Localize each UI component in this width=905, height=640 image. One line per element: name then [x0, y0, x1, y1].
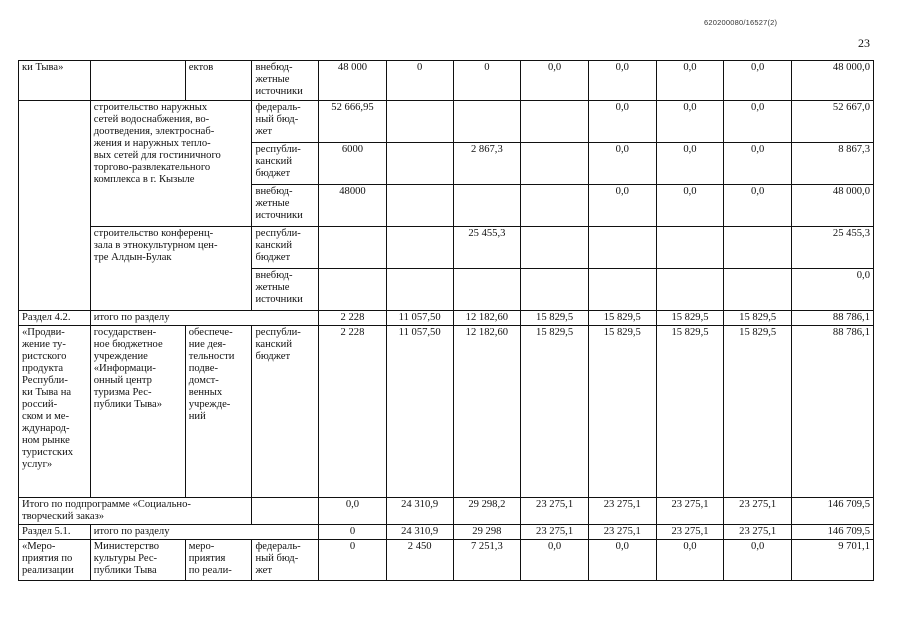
value-cell: 15 829,5	[521, 326, 589, 498]
value-cell	[724, 227, 792, 269]
source-cell: республи- канский бюджет	[252, 326, 319, 498]
value-cell	[656, 227, 724, 269]
value-cell: 15 829,5	[521, 311, 589, 326]
value-cell: 7 251,3	[453, 540, 521, 581]
value-cell: 2 450	[386, 540, 453, 581]
value-cell: 23 275,1	[656, 525, 724, 540]
value-cell: 15 829,5	[724, 311, 792, 326]
value-cell: 15 829,5	[724, 326, 792, 498]
value-cell: 12 182,60	[453, 311, 521, 326]
value-cell: 24 310,9	[386, 525, 453, 540]
value-cell	[386, 101, 453, 143]
total-cell: 88 786,1	[792, 311, 874, 326]
value-cell	[656, 269, 724, 311]
executor-cell: государствен- ное бюджетное учреждение «Информаци- онный центр туризма Рес- публики Тыва»	[90, 326, 185, 498]
value-cell: 0,0	[724, 540, 792, 581]
value-cell: 11 057,50	[386, 326, 453, 498]
source-cell: республи- канский бюджет	[252, 143, 319, 185]
value-cell	[386, 185, 453, 227]
table-row	[19, 311, 874, 326]
total-cell: 0,0	[792, 269, 874, 311]
program-cell	[19, 101, 91, 311]
total-cell: 88 786,1	[792, 326, 874, 498]
table-row	[19, 227, 874, 269]
value-cell	[453, 101, 521, 143]
value-cell	[453, 269, 521, 311]
total-cell: 8 867,3	[792, 143, 874, 185]
value-cell: 0	[319, 540, 387, 581]
value-cell: 2 228	[319, 326, 387, 498]
total-cell: 9 701,1	[792, 540, 874, 581]
value-cell: 0	[453, 61, 521, 101]
value-cell: 11 057,50	[386, 311, 453, 326]
activity-cell: обеспече- ние дея- тельности подве- домст- венных учрежде- ний	[185, 326, 252, 498]
value-cell	[453, 185, 521, 227]
source-cell	[252, 498, 319, 525]
table-row	[19, 540, 874, 581]
measure-cell: строительство наружных сетей водоснабжения, во- доотведения, электроснаб- жения и наружных тепло- вых сетей для гостиничного торгово-развлекательного комплекса в г. Кызыле	[90, 101, 252, 227]
subprogram-total-label: Итого по подпрограмме «Социально- творческий заказ»	[19, 498, 252, 525]
value-cell	[521, 269, 589, 311]
value-cell: 12 182,60	[453, 326, 521, 498]
value-cell: 0,0	[724, 61, 792, 101]
source-cell: внебюд- жетные источники	[252, 269, 319, 311]
value-cell: 0,0	[521, 61, 589, 101]
value-cell: 23 275,1	[588, 498, 656, 525]
value-cell	[588, 269, 656, 311]
value-cell: 29 298	[453, 525, 521, 540]
total-cell: 48 000,0	[792, 185, 874, 227]
value-cell: 0,0	[656, 101, 724, 143]
value-cell: 0,0	[656, 61, 724, 101]
value-cell	[386, 143, 453, 185]
table-row	[19, 326, 874, 498]
value-cell: 23 275,1	[521, 498, 589, 525]
value-cell: 48000	[319, 185, 387, 227]
table-row	[19, 525, 874, 540]
value-cell: 23 275,1	[724, 525, 792, 540]
program-cell: ки Тыва»	[19, 61, 91, 101]
value-cell: 0,0	[588, 61, 656, 101]
value-cell: 23 275,1	[588, 525, 656, 540]
value-cell: 0,0	[724, 185, 792, 227]
source-cell: федераль- ный бюд- жет	[252, 540, 319, 581]
value-cell: 0,0	[656, 143, 724, 185]
table-row	[19, 61, 874, 101]
value-cell	[521, 185, 589, 227]
source-cell: федераль- ный бюд- жет	[252, 101, 319, 143]
executor-cell	[90, 61, 185, 101]
value-cell: 0,0	[724, 143, 792, 185]
value-cell: 0,0	[521, 540, 589, 581]
total-cell: 146 709,5	[792, 525, 874, 540]
budget-table	[18, 60, 874, 581]
value-cell	[588, 227, 656, 269]
value-cell	[386, 227, 453, 269]
total-cell: 48 000,0	[792, 61, 874, 101]
value-cell: 25 455,3	[453, 227, 521, 269]
section-label: Раздел 4.2.	[19, 311, 91, 326]
value-cell: 0,0	[724, 101, 792, 143]
value-cell: 48 000	[319, 61, 387, 101]
total-cell: 52 667,0	[792, 101, 874, 143]
value-cell: 29 298,2	[453, 498, 521, 525]
value-cell	[521, 143, 589, 185]
value-cell: 0,0	[319, 498, 387, 525]
value-cell: 2 867,3	[453, 143, 521, 185]
total-cell: 146 709,5	[792, 498, 874, 525]
document-id: 620200080/16527(2)	[704, 18, 778, 27]
value-cell: 15 829,5	[656, 311, 724, 326]
measure-cell: строительство конференц- зала в этнокультурном цен- тре Алдын-Булак	[90, 227, 252, 311]
table-row	[19, 101, 874, 143]
value-cell: 0,0	[588, 185, 656, 227]
value-cell: 15 829,5	[588, 326, 656, 498]
table-row	[19, 498, 874, 525]
section-label: Раздел 5.1.	[19, 525, 91, 540]
section-total-label: итого по разделу	[90, 525, 318, 540]
value-cell: 0	[319, 525, 387, 540]
value-cell	[521, 227, 589, 269]
value-cell	[521, 101, 589, 143]
activity-cell: меро- приятия по реали-	[185, 540, 252, 581]
value-cell: 15 829,5	[588, 311, 656, 326]
source-cell: республи- канский бюджет	[252, 227, 319, 269]
value-cell: 0,0	[588, 540, 656, 581]
value-cell: 23 275,1	[724, 498, 792, 525]
total-cell: 25 455,3	[792, 227, 874, 269]
value-cell	[319, 227, 387, 269]
page-number: 23	[858, 36, 870, 50]
source-cell: внебюд- жетные источники	[252, 185, 319, 227]
source-cell: внебюд- жетные источники	[252, 61, 319, 101]
value-cell: 52 666,95	[319, 101, 387, 143]
value-cell: 23 275,1	[656, 498, 724, 525]
value-cell: 23 275,1	[521, 525, 589, 540]
program-cell: «Меро- приятия по реализации	[19, 540, 91, 581]
section-total-label: итого по разделу	[90, 311, 318, 326]
value-cell: 0,0	[588, 143, 656, 185]
value-cell	[724, 269, 792, 311]
executor-cell: Министерство культуры Рес- публики Тыва	[90, 540, 185, 581]
value-cell: 2 228	[319, 311, 387, 326]
value-cell: 0	[386, 61, 453, 101]
value-cell: 15 829,5	[656, 326, 724, 498]
value-cell: 0,0	[656, 185, 724, 227]
value-cell	[319, 269, 387, 311]
value-cell	[386, 269, 453, 311]
value-cell: 6000	[319, 143, 387, 185]
value-cell: 24 310,9	[386, 498, 453, 525]
activity-cell: ектов	[185, 61, 252, 101]
program-cell: «Продви- жение ту- ристского продукта Республи- ки Тыва на россий- ском и ме- ждународ- ном рынке туристских услуг»	[19, 326, 91, 498]
value-cell: 0,0	[656, 540, 724, 581]
value-cell: 0,0	[588, 101, 656, 143]
